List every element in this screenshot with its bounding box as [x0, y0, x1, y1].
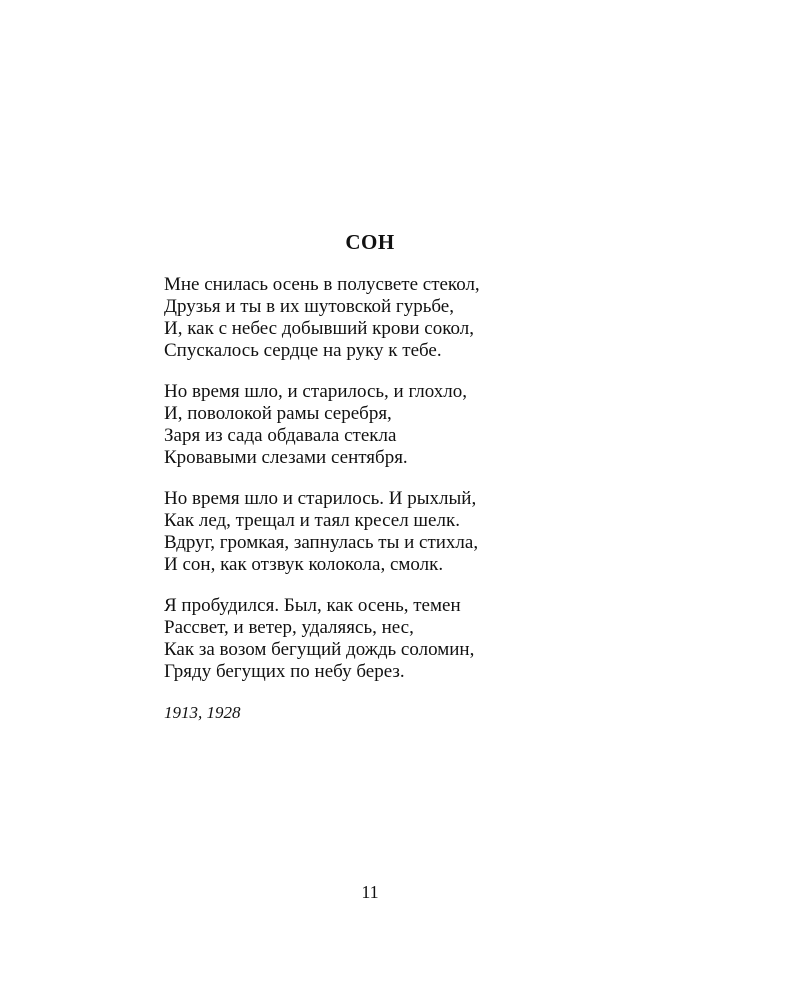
poem-date: 1913, 1928 [164, 703, 241, 722]
poem-line: Как за возом бегущий дождь соломин, [164, 639, 475, 660]
poem-title: СОН [345, 230, 395, 254]
poem-line: Вдруг, громкая, запнулась ты и стихла, [164, 532, 479, 553]
poem-line: Друзья и ты в их шутовской гурьбе, [164, 296, 454, 317]
poem-line: Но время шло и старилось. И рыхлый, [164, 488, 477, 509]
stanza-4 [164, 595, 644, 683]
poem-line: Как лед, трещал и таял кресел шелк. [164, 510, 460, 531]
poem-line: И, поволокой рамы серебря, [164, 403, 392, 424]
stanza-1 [164, 274, 644, 362]
poem-line: И, как с небес добывший крови сокол, [164, 318, 474, 339]
poem-line: Заря из сада обдавала стекла [164, 425, 397, 446]
poem-line: И сон, как отзвук колокола, смолк. [164, 554, 444, 575]
poem-line: Но время шло, и старилось, и глохло, [164, 381, 468, 402]
poem-body [164, 274, 644, 724]
poem-line: Рассвет, и ветер, удаляясь, нес, [164, 617, 414, 638]
poem-line: Кровавыми слезами сентября. [164, 447, 408, 468]
poem-line: Гряду бегущих по небу берез. [164, 661, 405, 682]
stanza-2 [164, 381, 644, 469]
poem-line: Мне снилась осень в полусвете стекол, [164, 274, 480, 295]
poem-line: Я пробудился. Был, как осень, темен [164, 595, 461, 616]
poem-line: Спускалось сердце на руку к тебе. [164, 340, 442, 361]
stanza-3 [164, 488, 644, 576]
page-number: 11 [361, 882, 379, 902]
